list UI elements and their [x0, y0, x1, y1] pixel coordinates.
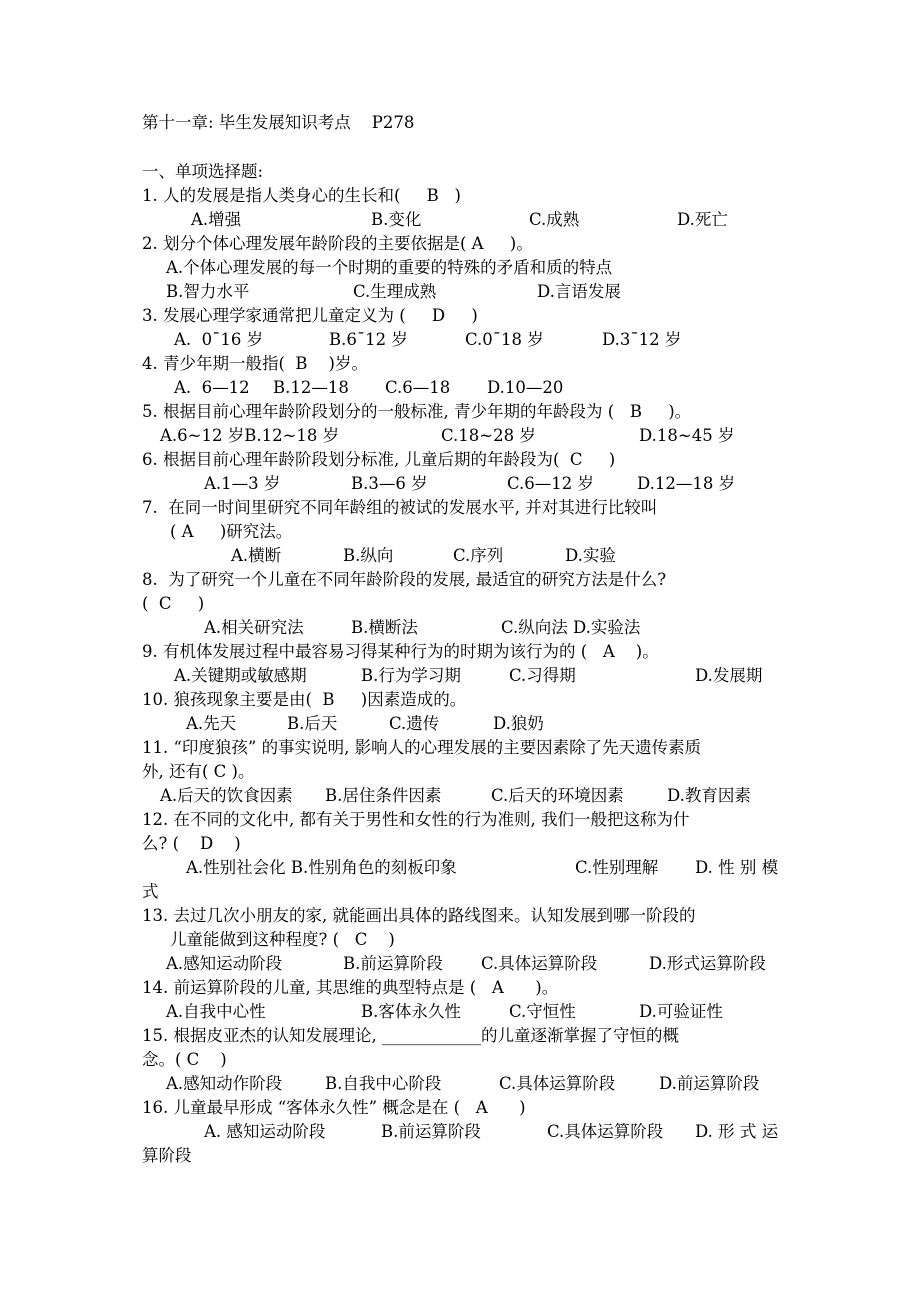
option-b: B.行为学习期 [361, 666, 461, 685]
section-heading: 一、单项选择题: [142, 162, 264, 181]
option-a: A. 6—12 [174, 378, 250, 397]
option-d: D.可验证性 [639, 1002, 723, 1021]
option-d: D.言语发展 [537, 282, 621, 301]
option-d: D.狼奶 [493, 714, 544, 733]
option-b: B.变化 [371, 210, 422, 229]
chapter-title: 第十一章: 毕生发展知识考点 P278 [142, 113, 415, 132]
option-c: C.0¯18 岁 [465, 330, 544, 349]
option-b: B.客体永久性 [361, 1002, 461, 1021]
option-d: D.教育因素 [667, 786, 751, 805]
question-11-stem-continued: 外, 还有( C )。 [142, 762, 255, 781]
option-c: C.生理成熟 [353, 282, 437, 301]
option-b: B.智力水平 [166, 282, 250, 301]
question-12-stem: 12. 在不同的文化中, 都有关于男性和女性的行为准则, 我们一般把这称为什 [142, 810, 690, 829]
question-8-stem-continued: ( C ) [142, 594, 205, 613]
question-2-option-a: A.个体心理发展的每一个时期的重要的特殊的矛盾和质的特点 [166, 258, 613, 277]
question-14-stem: 14. 前运算阶段的儿童, 其思维的典型特点是 ( A )。 [142, 978, 559, 997]
option-d: D.12—18 岁 [637, 474, 736, 493]
question-7-stem: 7. 在同一时间里研究不同年龄组的被试的发展水平, 并对其进行比较叫 [142, 498, 658, 517]
question-16-stem: 16. 儿童最早形成 “客体永久性” 概念是在 ( A ) [142, 1098, 526, 1117]
option-c: C.成熟 [529, 210, 580, 229]
option-a: A. 感知运动阶段 [204, 1122, 326, 1141]
question-7-stem-continued: ( A )研究法。 [170, 522, 293, 541]
option-d: D. 形 式 运 [695, 1122, 779, 1141]
question-1-stem: 1. 人的发展是指人类身心的生长和( B ) [142, 186, 461, 205]
option-a: A.1—3 岁 [204, 474, 281, 493]
question-13-stem: 13. 去过几次小朋友的家, 就能画出具体的路线图来。认知发展到哪一阶段的 [142, 906, 696, 925]
option-a: A.感知运动阶段 [166, 954, 283, 973]
option-c: C.18~28 岁 [441, 426, 536, 445]
question-4-stem: 4. 青少年期一般指( B )岁。 [142, 354, 368, 373]
question-5-stem: 5. 根据目前心理年龄阶段划分的一般标准, 青少年期的年龄段为 ( B )。 [142, 402, 692, 421]
option-c: C.6—12 岁 [507, 474, 595, 493]
option-c-d: C.纵向法 D.实验法 [501, 618, 641, 637]
question-13-stem-continued: 儿童能做到这种程度? ( C ) [170, 930, 395, 949]
question-3-stem: 3. 发展心理学家通常把儿童定义为 ( D ) [142, 306, 478, 325]
option-d: D.发展期 [695, 666, 763, 685]
question-15-stem: 15. 根据皮亚杰的认知发展理论, ____________的儿童逐渐掌握了守恒的概 [142, 1026, 679, 1045]
option-b: B.居住条件因素 [325, 786, 442, 805]
option-c: C.具体运算阶段 [499, 1074, 616, 1093]
question-6-stem: 6. 根据目前心理年龄阶段划分标准, 儿童后期的年龄段为( C ) [142, 450, 616, 469]
question-10-stem: 10. 狼孩现象主要是由( B )因素造成的。 [142, 690, 467, 709]
option-c: C.后天的环境因素 [491, 786, 624, 805]
option-a-b: A.性别社会化 B.性别角色的刻板印象 [186, 858, 457, 877]
option-d: D.10—20 [487, 378, 564, 397]
option-a-b: A.6~12 岁B.12~18 岁 [160, 426, 340, 445]
option-c: C.遗传 [389, 714, 440, 733]
option-a: A.后天的饮食因素 [160, 786, 293, 805]
option-d: D.18~45 岁 [639, 426, 735, 445]
option-c: C.习得期 [509, 666, 576, 685]
option-a: A.先天 [186, 714, 237, 733]
question-12-option-d-continued: 式 [142, 882, 159, 901]
option-d: D.形式运算阶段 [649, 954, 766, 973]
option-d: D.前运算阶段 [659, 1074, 760, 1093]
option-a: A.横断 [231, 546, 282, 565]
question-12-stem-continued: 么? ( D ) [142, 834, 241, 853]
question-16-option-d-continued: 算阶段 [142, 1146, 192, 1165]
question-11-stem: 11. “印度狼孩” 的事实说明, 影响人的心理发展的主要因素除了先天遗传素质 [142, 738, 702, 757]
option-b: B.6¯12 岁 [329, 330, 408, 349]
option-a: A.关键期或敏感期 [174, 666, 307, 685]
option-b: B.前运算阶段 [381, 1122, 481, 1141]
option-d: D.死亡 [677, 210, 728, 229]
question-16-options [0, 1121, 920, 1253]
option-b: B.3—6 岁 [351, 474, 428, 493]
option-c: C.具体运算阶段 [481, 954, 598, 973]
option-c: C.守恒性 [509, 1002, 576, 1021]
option-c: C.序列 [453, 546, 504, 565]
option-a: A. 0¯16 岁 [174, 330, 264, 349]
option-c: C.6—18 [385, 378, 451, 397]
option-a: A.自我中心性 [166, 1002, 266, 1021]
option-a: A.增强 [191, 210, 242, 229]
option-d: D. 性 别 模 [695, 858, 779, 877]
option-b: B.前运算阶段 [343, 954, 443, 973]
option-b: B.12—18 [273, 378, 349, 397]
question-2-stem: 2. 划分个体心理发展年龄阶段的主要依据是( A )。 [142, 234, 533, 253]
option-b: B.自我中心阶段 [325, 1074, 442, 1093]
option-b: B.纵向 [343, 546, 394, 565]
question-9-stem: 9. 有机体发展过程中最容易习得某种行为的时期为该行为的 ( A )。 [142, 642, 659, 661]
option-c: C.性别理解 [575, 858, 659, 877]
option-c: C.具体运算阶段 [547, 1122, 664, 1141]
question-8-stem: 8. 为了研究一个儿童在不同年龄阶段的发展, 最适宜的研究方法是什么? [142, 570, 667, 589]
option-d: D.3¯12 岁 [602, 330, 682, 349]
option-a: A.相关研究法 [204, 618, 304, 637]
option-b: B.横断法 [351, 618, 418, 637]
option-a: A.感知动作阶段 [166, 1074, 283, 1093]
option-b: B.后天 [287, 714, 338, 733]
question-15-stem-continued: 念。( C ) [142, 1050, 227, 1069]
option-d: D.实验 [565, 546, 616, 565]
